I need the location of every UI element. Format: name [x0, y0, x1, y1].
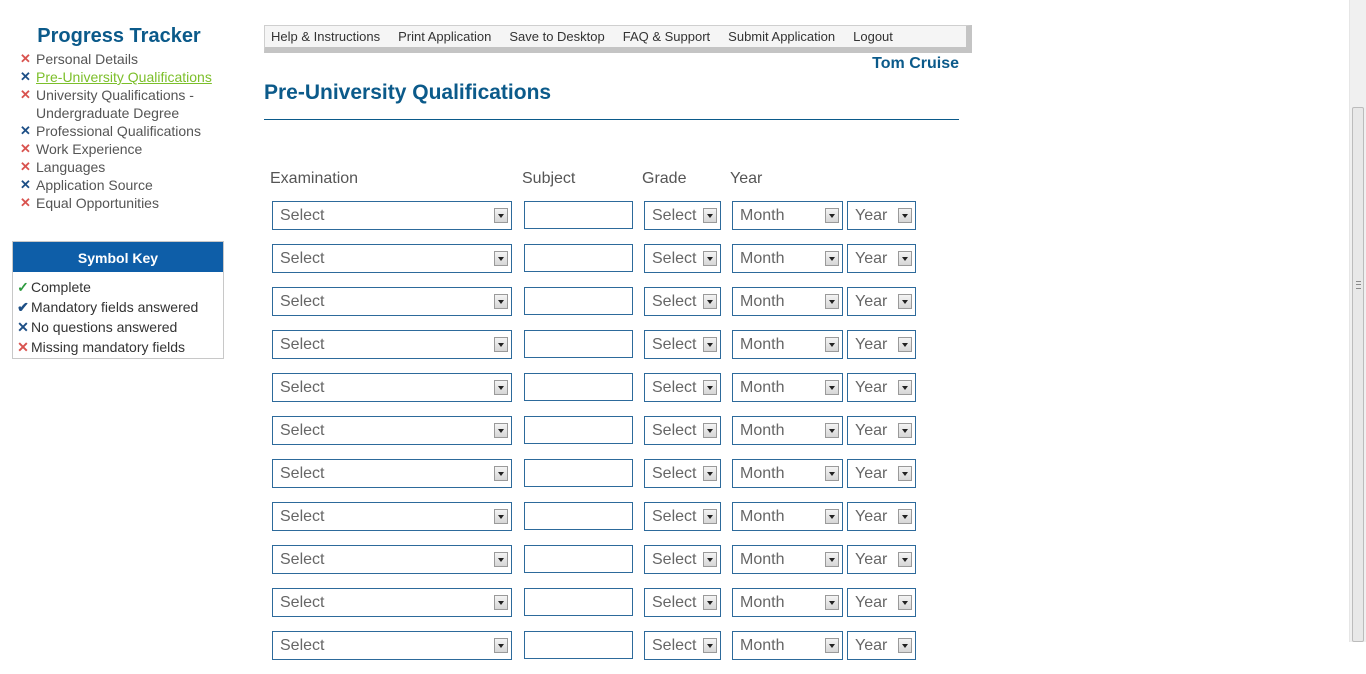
subject-input[interactable] [524, 373, 633, 401]
missing-cross-icon: ✕ [20, 141, 31, 156]
grade-select-value: Select [652, 422, 697, 439]
subject-input[interactable] [524, 287, 633, 315]
year-select[interactable] [847, 631, 916, 660]
dropdown-arrow-icon[interactable] [703, 208, 717, 223]
month-select-value: Month [740, 422, 785, 439]
month-select-value: Month [740, 465, 785, 482]
symbol-key-entry [15, 317, 223, 337]
dropdown-arrow-icon[interactable] [825, 337, 839, 352]
grade-select[interactable] [644, 244, 721, 273]
dropdown-arrow-icon[interactable] [898, 251, 912, 266]
dropdown-arrow-icon[interactable] [898, 380, 912, 395]
month-select[interactable] [732, 631, 843, 660]
missing-cross-icon: ✕ [20, 87, 31, 102]
month-select[interactable] [732, 502, 843, 531]
dropdown-arrow-icon[interactable] [703, 466, 717, 481]
dropdown-arrow-icon[interactable] [825, 595, 839, 610]
tracker-item-label[interactable]: Personal Details [36, 51, 138, 67]
examination-select[interactable] [272, 416, 512, 445]
symbol-key-label: Missing mandatory fields [31, 339, 186, 355]
dropdown-arrow-icon[interactable] [825, 294, 839, 309]
grade-select[interactable] [644, 330, 721, 359]
dropdown-arrow-icon[interactable] [898, 595, 912, 610]
symbol-key-label: Complete [31, 279, 91, 295]
subject-input[interactable] [524, 588, 633, 616]
user-name: Tom Cruise [872, 55, 959, 72]
empty-cross-icon: ✕ [20, 69, 31, 84]
year-select-value: Year [855, 465, 888, 482]
dropdown-arrow-icon[interactable] [898, 638, 912, 653]
nav-link[interactable]: Logout [853, 29, 893, 44]
page-title: Pre-University Qualifications [264, 81, 552, 104]
month-select-value: Month [740, 637, 785, 654]
empty-cross-icon: ✕ [20, 177, 31, 192]
grade-select-value: Select [652, 465, 697, 482]
month-select-value: Month [740, 207, 785, 224]
dropdown-arrow-icon[interactable] [494, 380, 508, 395]
dropdown-arrow-icon[interactable] [703, 423, 717, 438]
year-select[interactable] [847, 588, 916, 617]
symbol-key-label: Mandatory fields answered [31, 299, 199, 315]
nav-link[interactable]: Submit Application [728, 29, 836, 44]
month-select[interactable] [732, 287, 843, 316]
month-select[interactable] [732, 373, 843, 402]
examination-select[interactable] [272, 244, 512, 273]
tracker-item[interactable] [20, 86, 230, 122]
scrollbar-grip-icon [1356, 281, 1361, 289]
year-select[interactable] [847, 459, 916, 488]
month-select[interactable] [732, 244, 843, 273]
year-select-value: Year [855, 637, 888, 654]
tracker-item-label[interactable]: Pre-University Qualifications [36, 69, 212, 85]
tracker-item-label[interactable]: Work Experience [36, 141, 143, 157]
subject-input[interactable] [524, 244, 633, 272]
column-header-subject: Subject [522, 170, 576, 187]
dropdown-arrow-icon[interactable] [494, 251, 508, 266]
symbol-key-icon: ✕ [17, 319, 29, 335]
dropdown-arrow-icon[interactable] [825, 208, 839, 223]
examination-select-value: Select [280, 293, 325, 310]
examination-select-value: Select [280, 465, 325, 482]
tracker-item[interactable] [20, 194, 230, 212]
symbol-key-icon: ✔ [17, 299, 29, 315]
dropdown-arrow-icon[interactable] [703, 638, 717, 653]
column-header-examination: Examination [270, 170, 359, 187]
top-navigation-bar [264, 25, 972, 53]
missing-cross-icon: ✕ [20, 195, 31, 210]
column-header-year: Year [730, 170, 763, 187]
tracker-item[interactable] [20, 122, 230, 140]
examination-select[interactable] [272, 545, 512, 574]
examination-select[interactable] [272, 459, 512, 488]
dropdown-arrow-icon[interactable] [898, 294, 912, 309]
subject-input[interactable] [524, 416, 633, 444]
progress-tracker-list [20, 50, 230, 212]
grade-select-value: Select [652, 551, 697, 568]
examination-select-value: Select [280, 508, 325, 525]
year-select-value: Year [855, 594, 888, 611]
dropdown-arrow-icon[interactable] [825, 380, 839, 395]
month-select-value: Month [740, 594, 785, 611]
tracker-item[interactable] [20, 140, 230, 158]
grade-select[interactable] [644, 502, 721, 531]
examination-select[interactable] [272, 631, 512, 660]
grade-select[interactable] [644, 545, 721, 574]
dropdown-arrow-icon[interactable] [898, 208, 912, 223]
year-select-value: Year [855, 336, 888, 353]
month-select-value: Month [740, 551, 785, 568]
examination-select-value: Select [280, 637, 325, 654]
symbol-key-entry [15, 297, 223, 317]
year-select-value: Year [855, 551, 888, 568]
year-select-value: Year [855, 293, 888, 310]
month-select[interactable] [732, 201, 843, 230]
dropdown-arrow-icon[interactable] [898, 509, 912, 524]
year-select[interactable] [847, 201, 916, 230]
progress-tracker-title: Progress Tracker [37, 25, 201, 47]
grade-select-value: Select [652, 207, 697, 224]
dropdown-arrow-icon[interactable] [494, 595, 508, 610]
subject-input[interactable] [524, 545, 633, 573]
dropdown-arrow-icon[interactable] [703, 552, 717, 567]
grade-select-value: Select [652, 293, 697, 310]
subject-input[interactable] [524, 330, 633, 358]
title-divider [264, 119, 959, 120]
year-select[interactable] [847, 373, 916, 402]
dropdown-arrow-icon[interactable] [703, 251, 717, 266]
examination-select-value: Select [280, 250, 325, 267]
dropdown-arrow-icon[interactable] [494, 208, 508, 223]
tracker-item-label[interactable]: Languages [36, 159, 106, 175]
year-select-value: Year [855, 379, 888, 396]
tracker-item-label[interactable]: University Qualifications - Undergraduate Degree [36, 87, 194, 121]
examination-select[interactable] [272, 330, 512, 359]
month-select-value: Month [740, 508, 785, 525]
symbol-key-list [13, 272, 223, 357]
dropdown-arrow-icon[interactable] [898, 337, 912, 352]
year-select[interactable] [847, 502, 916, 531]
year-select[interactable] [847, 244, 916, 273]
year-select-value: Year [855, 508, 888, 525]
tracker-item[interactable] [20, 158, 230, 176]
nav-link[interactable]: Help & Instructions [271, 29, 381, 44]
grade-select-value: Select [652, 379, 697, 396]
grade-select-value: Select [652, 336, 697, 353]
grade-select-value: Select [652, 594, 697, 611]
examination-select-value: Select [280, 422, 325, 439]
grade-select[interactable] [644, 588, 721, 617]
month-select[interactable] [732, 545, 843, 574]
tracker-item[interactable] [20, 50, 230, 68]
symbol-key-entry [15, 277, 223, 297]
month-select[interactable] [732, 416, 843, 445]
tracker-item-label[interactable]: Professional Qualifications [36, 123, 201, 139]
scrollbar-thumb[interactable] [1352, 107, 1364, 642]
nav-link[interactable]: FAQ & Support [622, 29, 711, 44]
examination-select[interactable] [272, 287, 512, 316]
nav-link[interactable]: Print Application [398, 29, 492, 44]
month-select-value: Month [740, 250, 785, 267]
dropdown-arrow-icon[interactable] [494, 638, 508, 653]
grade-select-value: Select [652, 637, 697, 654]
missing-cross-icon: ✕ [20, 51, 31, 66]
month-select-value: Month [740, 293, 785, 310]
grade-select[interactable] [644, 373, 721, 402]
dropdown-arrow-icon[interactable] [825, 423, 839, 438]
dropdown-arrow-icon[interactable] [494, 552, 508, 567]
tracker-item[interactable] [20, 176, 230, 194]
dropdown-arrow-icon[interactable] [494, 509, 508, 524]
symbol-key-icon: ✕ [17, 339, 29, 355]
dropdown-arrow-icon[interactable] [825, 251, 839, 266]
year-select[interactable] [847, 330, 916, 359]
vertical-scrollbar[interactable] [1349, 0, 1366, 642]
dropdown-arrow-icon[interactable] [703, 595, 717, 610]
month-select[interactable] [732, 588, 843, 617]
month-select-value: Month [740, 336, 785, 353]
grade-select[interactable] [644, 416, 721, 445]
dropdown-arrow-icon[interactable] [898, 552, 912, 567]
symbol-key-title: Symbol Key [13, 242, 223, 272]
missing-cross-icon: ✕ [20, 159, 31, 174]
year-select-value: Year [855, 207, 888, 224]
examination-select-value: Select [280, 594, 325, 611]
dropdown-arrow-icon[interactable] [494, 423, 508, 438]
year-select-value: Year [855, 250, 888, 267]
grade-select[interactable] [644, 459, 721, 488]
year-select-value: Year [855, 422, 888, 439]
subject-input[interactable] [524, 631, 633, 659]
column-header-grade: Grade [642, 170, 687, 187]
symbol-key-label: No questions answered [31, 319, 178, 335]
dropdown-arrow-icon[interactable] [703, 294, 717, 309]
examination-select-value: Select [280, 379, 325, 396]
dropdown-arrow-icon[interactable] [703, 337, 717, 352]
year-select[interactable] [847, 416, 916, 445]
symbol-key-panel [12, 241, 224, 359]
subject-input[interactable] [524, 201, 633, 229]
dropdown-arrow-icon[interactable] [494, 466, 508, 481]
grade-select[interactable] [644, 201, 721, 230]
dropdown-arrow-icon[interactable] [703, 509, 717, 524]
dropdown-arrow-icon[interactable] [825, 552, 839, 567]
dropdown-arrow-icon[interactable] [825, 638, 839, 653]
examination-select[interactable] [272, 373, 512, 402]
subject-input[interactable] [524, 502, 633, 530]
dropdown-arrow-icon[interactable] [494, 294, 508, 309]
examination-select[interactable] [272, 201, 512, 230]
dropdown-arrow-icon[interactable] [825, 466, 839, 481]
symbol-key-icon: ✓ [17, 279, 29, 295]
tracker-item-label[interactable]: Equal Opportunities [36, 195, 159, 211]
dropdown-arrow-icon[interactable] [898, 423, 912, 438]
empty-cross-icon: ✕ [20, 123, 31, 138]
symbol-key-entry [15, 337, 223, 357]
dropdown-arrow-icon[interactable] [494, 337, 508, 352]
month-select[interactable] [732, 330, 843, 359]
month-select[interactable] [732, 459, 843, 488]
dropdown-arrow-icon[interactable] [898, 466, 912, 481]
tracker-item[interactable] [20, 68, 230, 86]
subject-input[interactable] [524, 459, 633, 487]
grade-select[interactable] [644, 631, 721, 660]
nav-link[interactable]: Save to Desktop [509, 29, 605, 44]
examination-select-value: Select [280, 207, 325, 224]
tracker-item-label[interactable]: Application Source [36, 177, 153, 193]
dropdown-arrow-icon[interactable] [825, 509, 839, 524]
examination-select[interactable] [272, 502, 512, 531]
month-select-value: Month [740, 379, 785, 396]
examination-select[interactable] [272, 588, 512, 617]
dropdown-arrow-icon[interactable] [703, 380, 717, 395]
year-select[interactable] [847, 545, 916, 574]
examination-select-value: Select [280, 336, 325, 353]
examination-select-value: Select [280, 551, 325, 568]
grade-select-value: Select [652, 250, 697, 267]
year-select[interactable] [847, 287, 916, 316]
grade-select[interactable] [644, 287, 721, 316]
grade-select-value: Select [652, 508, 697, 525]
